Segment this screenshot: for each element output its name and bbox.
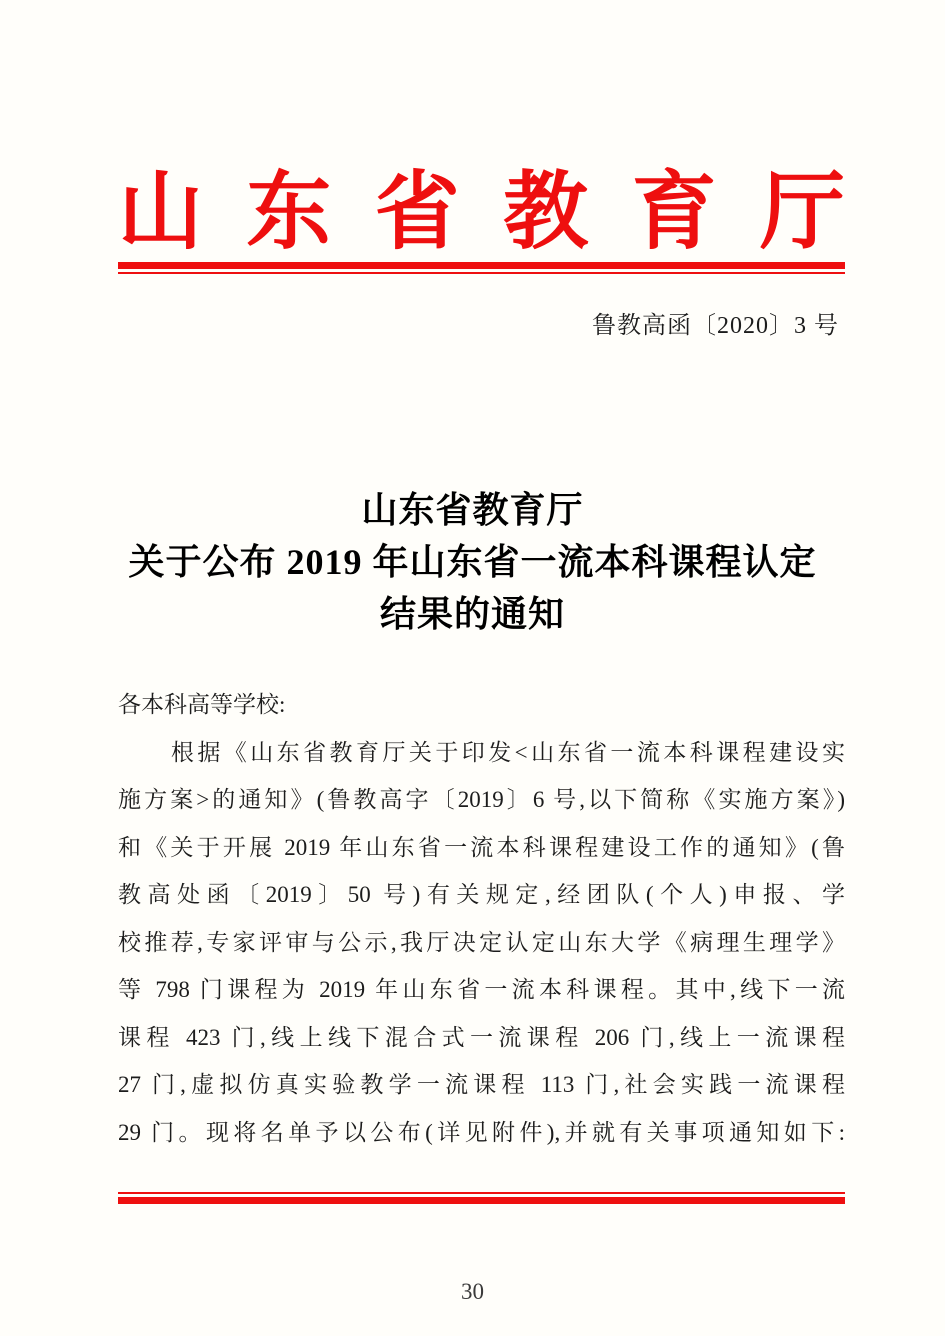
letterhead-rule-thin xyxy=(118,272,845,274)
document-body xyxy=(118,681,845,1156)
letterhead-agency-name: 山东省教育厅 xyxy=(118,166,845,260)
body-line: 校推荐,专家评审与公示,我厅决定认定山东大学《病理生理学》 xyxy=(118,929,845,955)
footer-rule-thick xyxy=(118,1197,845,1204)
document-title xyxy=(109,484,836,640)
body-line: 施方案>的通知》(鲁教高字〔2019〕6 号,以下简称《实施方案》) xyxy=(118,787,845,812)
body-line: 教高处函〔2019〕50 号)有关规定,经团队(个人)申报、学 xyxy=(118,882,845,907)
footer-rule-thin xyxy=(118,1192,845,1194)
body-line: 根据《山东省教育厅关于印发<山东省一流本科课程建设实 xyxy=(118,739,845,765)
document-title-line3: 结果的通知 xyxy=(379,594,565,634)
salutation-line: 各本科高等学校: xyxy=(118,692,286,717)
letterhead-rule-thick xyxy=(118,262,845,269)
body-line: 课程 423 门,线上线下混合式一流课程 206 门,线上一流课程 xyxy=(118,1024,845,1050)
document-number: 鲁教高函〔2020〕3 号 xyxy=(592,313,839,339)
body-line: 等 798 门课程为 2019 年山东省一流本科课程。其中,线下一流 xyxy=(118,977,845,1002)
body-line: 27 门,虚拟仿真实验教学一流课程 113 门,社会实践一流课程 xyxy=(118,1072,845,1097)
body-line: 29 门。现将名单予以公布(详见附件),并就有关事项通知如下: xyxy=(118,1119,845,1145)
body-line: 和《关于开展 2019 年山东省一流本科课程建设工作的通知》(鲁 xyxy=(118,834,845,860)
document-title-line1: 山东省教育厅 xyxy=(361,490,584,530)
document-title-line2: 关于公布 2019 年山东省一流本科课程认定 xyxy=(128,542,817,582)
page-number: 30 xyxy=(461,1279,484,1304)
